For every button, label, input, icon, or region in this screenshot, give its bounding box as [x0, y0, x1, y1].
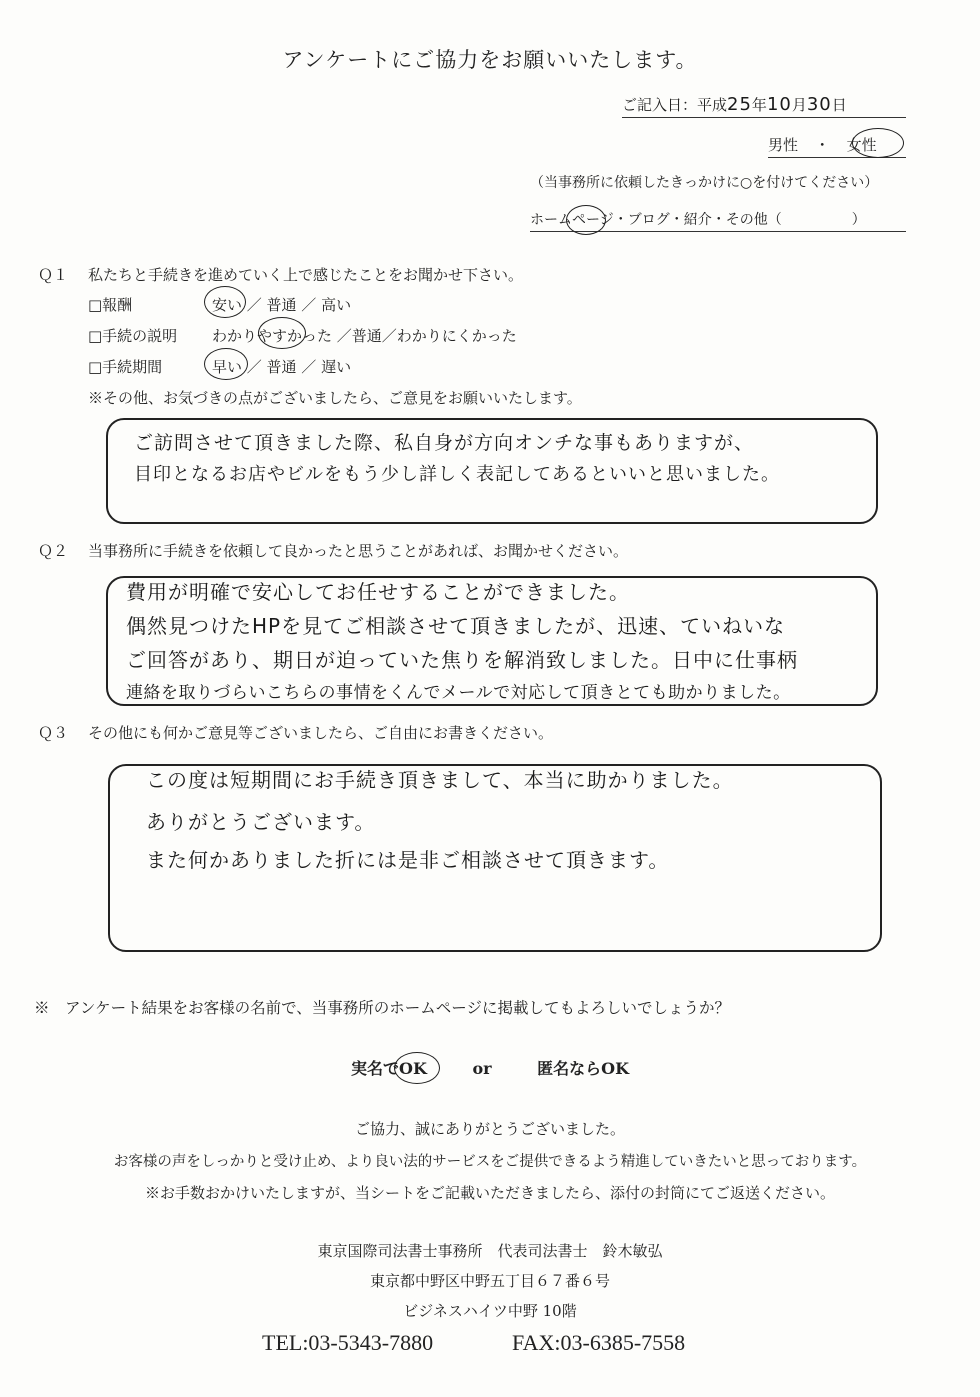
q1-number: Ｑ１	[38, 266, 69, 284]
q3-number: Ｑ３	[38, 724, 69, 742]
date-line	[622, 94, 906, 118]
q1-question: 私たちと手続きを進めていく上で感じたことをお聞かせ下さい。	[88, 266, 524, 284]
q1-answer-line-2: 目印となるお店やビルをもう少し詳しく表記してあるといいと思いました。	[134, 464, 780, 485]
closing-message: お客様の声をしっかりと受け止め、より良い法的サービスをご提供できるよう精進していきたいと思っております。	[113, 1154, 867, 1170]
consent-real-name-ok: 実名でOK	[351, 1059, 427, 1078]
q1-fee-options: 安い ／ 普通 ／ 高い	[212, 296, 352, 314]
office-tel: TEL:03-5343-7880	[262, 1330, 434, 1355]
date-label: ご記入日：平成	[622, 96, 728, 114]
gender-male: 男性	[768, 136, 799, 154]
q1-fee-label: □報酬	[88, 296, 133, 314]
consent-options	[0, 1056, 980, 1079]
female-circle-mark	[852, 128, 904, 158]
closing-thanks: ご協力、誠にありがとうございました。	[354, 1120, 625, 1138]
trigger-options: ホームページ・ブログ・紹介・その他（ ）	[530, 209, 906, 232]
month-suffix: 月	[791, 96, 807, 114]
q3-answer-line-3: また何かありました折には是非ご相談させて頂きます。	[146, 848, 670, 872]
fee-cheap-circle-mark	[204, 286, 246, 318]
homepage-circle-mark	[566, 205, 606, 235]
office-fax: FAX:03-6385-7558	[512, 1330, 686, 1355]
q2-number: Ｑ２	[38, 542, 69, 560]
q2-answer-line-1: 費用が明確で安心してお任せすることができました。	[126, 580, 630, 604]
office-name: 東京国際司法書士事務所 代表司法書士 鈴木敏弘	[317, 1242, 663, 1260]
q3-question: その他にも何かご意見等ございましたら、ご自由にお書きください。	[88, 724, 554, 742]
consent-or: or	[472, 1059, 492, 1078]
closing-return-note: ※お手数おかけいたしますが、当シートをご記載いただきましたら、添付の封筒にてご返送ください。	[144, 1184, 835, 1202]
duration-fast-circle-mark	[204, 348, 248, 380]
q2-question: 当事務所に手続きを依頼して良かったと思うことがあれば、お聞かせください。	[88, 542, 629, 560]
q2-answer-line-4: 連絡を取りづらいこちらの事情をくんでメールで対応して頂きとても助かりました。	[126, 683, 791, 703]
q3-answer-line-2: ありがとうございます。	[146, 810, 376, 834]
q1-explanation-options: わかりやすかった ／普通／わかりにくかった	[212, 327, 517, 345]
q1-answer-line-1: ご訪問させて頂きました際、私自身が方向オンチな事もありますが、	[134, 432, 755, 454]
q2-answer-line-2: 偶然見つけたHPを見てご相談させて頂きましたが、迅速、ていねいな	[126, 614, 786, 638]
q1-explanation-label: □手続の説明	[88, 327, 178, 345]
q2-answer-line-3: ご回答があり、期日が迫っていた焦りを解消致しました。日中に仕事柄	[126, 648, 798, 672]
real-name-circle-mark	[394, 1052, 440, 1084]
gender-female: 女性	[846, 136, 877, 154]
office-address-1: 東京都中野区中野五丁目６７番６号	[369, 1272, 610, 1290]
q1-duration-label: □手続期間	[88, 358, 163, 376]
consent-question: ※ アンケート結果をお客様の名前で、当事務所のホームページに掲載してもよろしいでしょうか？	[34, 999, 730, 1017]
office-address-2: ビジネスハイツ中野 10階	[403, 1302, 577, 1320]
page-title: アンケートにご協力をお願いいたします。	[282, 48, 698, 72]
q3-answer-line-1: この度は短期間にお手続き頂きまして、本当に助かりました。	[146, 768, 734, 792]
explanation-easy-circle-mark	[258, 317, 306, 349]
consent-anonymous-ok: 匿名ならOK	[537, 1059, 629, 1078]
q1-duration-options: 早い ／ 普通 ／ 遅い	[212, 358, 352, 376]
q1-note: ※その他、お気づきの点がございましたら、ご意見をお願いいたします。	[88, 389, 582, 407]
gender-separator: ・	[814, 136, 830, 154]
year-suffix: 年	[751, 96, 767, 114]
date-year: 25	[727, 94, 752, 115]
date-month: 10	[766, 94, 792, 115]
day-suffix: 日	[831, 96, 847, 114]
date-day: 30	[806, 94, 832, 115]
trigger-instruction: （当事務所に依頼したきっかけに○を付けてください）	[530, 175, 879, 191]
